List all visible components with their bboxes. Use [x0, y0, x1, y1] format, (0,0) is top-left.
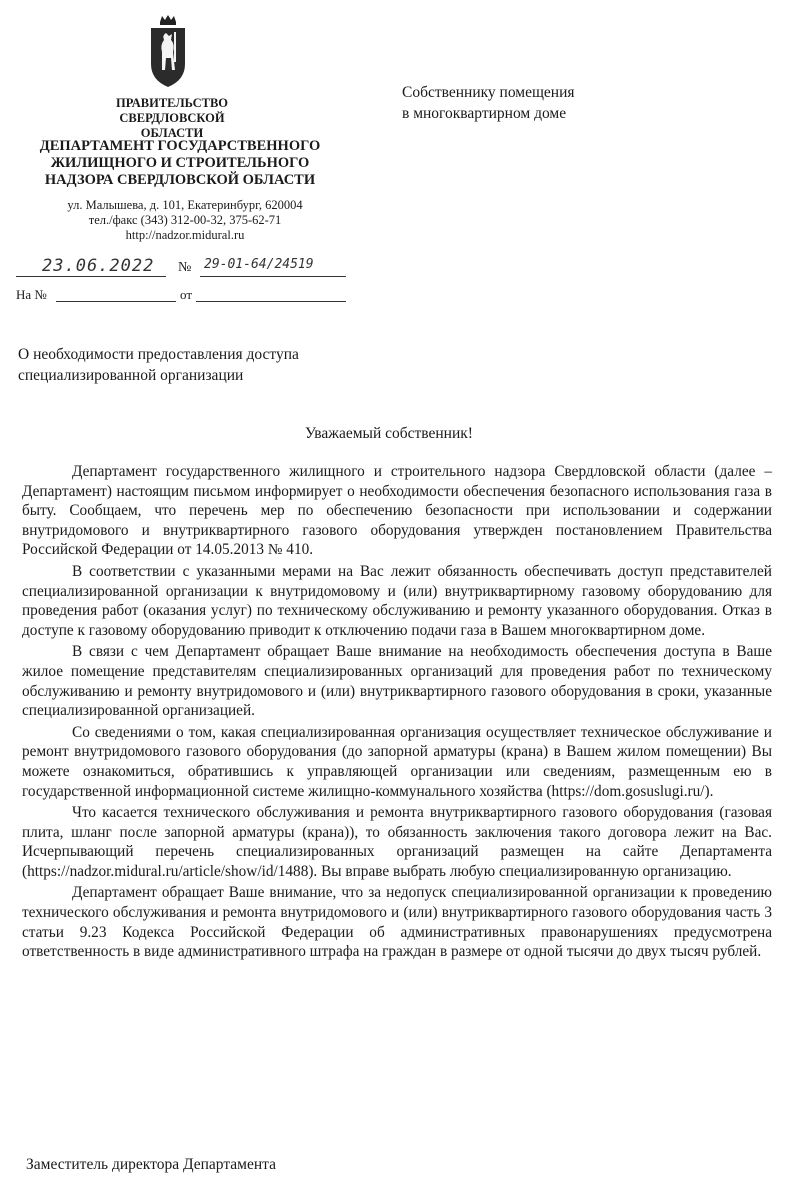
reply-from: от — [180, 287, 193, 302]
subject-line: О необходимости предоставления доступа — [18, 346, 299, 363]
department-name — [30, 138, 330, 189]
body-paragraph: Со сведениями о том, какая специализированная организация осуществляет техническое обслуживание и ремонт внутридомового газового оборудования (до запорной арматуры (крана) в Вашем жилом помещении) Вы можете ознакомиться, обратившись к управляющей организации или сведениям, размещенным ею в государственной информационной системе жилищно-коммунального хозяйства (https://dom.gosuslugi.ru/). — [22, 723, 772, 800]
letter-subject — [18, 344, 378, 386]
department-contacts — [40, 198, 330, 243]
body-paragraph: В соответствии с указанными мерами на Вас лежит обязанность обеспечивать доступ представителей специализированной организации к внутридомовому и (или) внутриквартирному газовому оборудованию для проведения работ (оказания услуг) по техническому обслуживанию и ремонту указанного оборудования. Отказ в доступе к газовому оборудованию приводит к отключению подачи газа в Вашем многоквартирном доме. — [22, 562, 772, 639]
website-line: http://nadzor.midural.ru — [125, 228, 245, 242]
body-paragraph: Департамент государственного жилищного и строительного надзора Свердловской области (далее – Департамент) настоящим письмом информирует о необходимости обеспечения безопасного использования газа в быту. Сообщаем, что перечень мер по обеспечению безопасности при использовании и содержании внутридомового и внутриквартирного газового оборудования утвержден постановлением Правительства Российской Федерации от 14.05.2013 № 410. — [22, 463, 772, 559]
body-paragraph: В связи с чем Департамент обращает Ваше внимание на необходимость обеспечения доступа в Ваше жилое помещение представителям специализированных организаций для проведения работ по техническому обслуживанию и ремонту внутридомового и (или) внутриквартирного газового оборудования в сроки, указанные специализированной организацией. — [22, 643, 772, 720]
dept-line: ЖИЛИЩНОГО И СТРОИТЕЛЬНОГО — [50, 155, 310, 171]
reply-reference-line — [16, 287, 346, 307]
address-line: ул. Малышева, д. 101, Екатеринбург, 620004 — [67, 198, 303, 212]
addressee-line: Собственнику помещения — [402, 84, 575, 101]
sverdlovsk-coat-of-arms-icon — [148, 12, 188, 90]
dept-line: ДЕПАРТАМЕНТ ГОСУДАРСТВЕННОГО — [39, 138, 321, 154]
body-paragraph: Что касается технического обслуживания и ремонта внутриквартирного газового оборудования (газовая плита, шланг после запорной арматуры (крана)), то обязанность заключения такого договора лежит на Вас. Исчерпывающий перечень специализированных организаций размещен на сайте Департамента (https://nadzor.midural.ru/article/show/id/1488). Вы вправе выбрать любую специализированную организацию. — [22, 804, 772, 880]
letter-body — [22, 462, 772, 964]
reply-prefix: На № — [16, 287, 47, 302]
addressee-line: в многоквартирном доме — [402, 105, 567, 122]
dept-line: НАДЗОРА СВЕРДЛОВСКОЙ ОБЛАСТИ — [44, 172, 316, 188]
addressee — [402, 82, 732, 124]
signatory-title: Заместитель директора Департамента — [26, 1156, 276, 1173]
phone-line: тел./факс (343) 312-00-32, 375-62-71 — [88, 213, 282, 227]
government-name — [92, 96, 252, 141]
number-sign: № — [178, 260, 192, 275]
registration-date: 23.06.2022 — [42, 256, 155, 276]
body-paragraph: Департамент обращает Ваше внимание, что за недопуск специализированной организации к проведению технического обслуживания и ремонта внутридомового и (или) внутриквартирного газового оборудования часть 3 статьи 9.23 Кодекса Российской Федерации об административных правонарушениях предусмотрена ответственность в виде административного штрафа на граждан в размере от одной тысячи до двух тысяч рублей. — [22, 884, 772, 961]
subject-line: специализированной организации — [18, 367, 244, 384]
registration-line — [16, 252, 346, 282]
salutation: Уважаемый собственник! — [305, 425, 473, 442]
gov-line: СВЕРДЛОВСКОЙ ОБЛАСТИ — [119, 111, 225, 140]
registration-number: 29-01-64/24519 — [204, 257, 314, 272]
gov-line: ПРАВИТЕЛЬСТВО — [115, 96, 229, 110]
